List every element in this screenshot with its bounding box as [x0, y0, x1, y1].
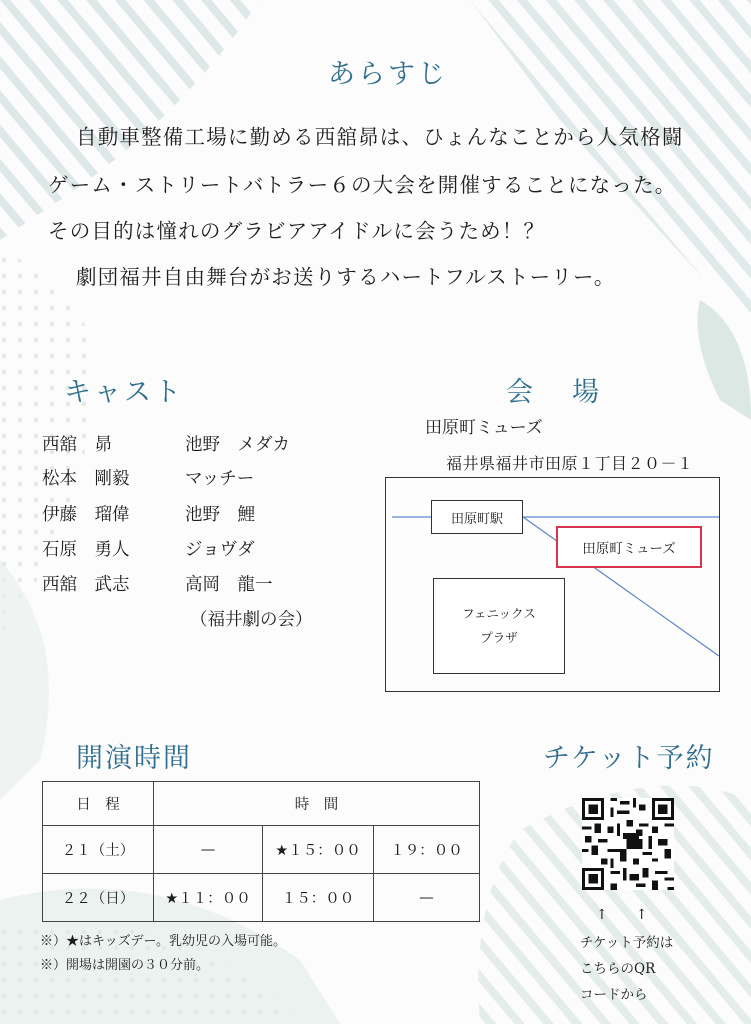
cast-role: ジョヴダ — [185, 540, 255, 560]
table-cell-time: １９：００ — [374, 826, 480, 874]
cast-actor: 西舘 武志 — [42, 575, 130, 595]
cast-actor: 石原 勇人 — [42, 540, 130, 560]
synopsis-line: ゲーム・ストリートバトラー６の大会を開催することになった。 — [48, 173, 677, 197]
ticket-instruction-line: チケット予約は — [580, 935, 674, 951]
ticket-instruction-line: コードから — [580, 987, 648, 1003]
qr-code-icon[interactable] — [582, 798, 674, 890]
synopsis-line: 劇団福井自由舞台がお送りするハートフルストーリー。 — [76, 265, 616, 289]
venue-heading: 会 場 — [506, 377, 605, 408]
cast-role: 高岡 龍一 — [185, 575, 273, 595]
map-plaza-line: プラザ — [480, 630, 518, 645]
table-cell-time: １５：００ — [263, 874, 374, 922]
table-header-date: 日 程 — [43, 782, 154, 826]
cast-actor: 伊藤 瑠偉 — [42, 505, 130, 525]
map-station: 田原町駅 — [431, 500, 523, 534]
cast-role: 池野 鯉 — [185, 505, 255, 525]
table-cell-time: ★１５：００ — [263, 826, 374, 874]
table-header-row — [43, 782, 480, 826]
synopsis-heading: あらすじ — [328, 59, 448, 90]
cast-role: 池野 メダカ — [185, 435, 290, 455]
schedule-note: ※）★はキッズデー。乳幼児の入場可能。 — [40, 934, 286, 949]
table-cell-date: ２１（土） — [43, 826, 154, 874]
qr-arrows: ↑ ↑ — [596, 907, 648, 923]
table-cell-date: ２２（日） — [43, 874, 154, 922]
table-cell-time: — — [374, 874, 480, 922]
schedule-table — [42, 781, 480, 922]
ticket-instructions — [580, 930, 673, 1008]
table-cell-time: ★１１：００ — [154, 874, 263, 922]
ticket-instruction-line: こちらのQR — [580, 961, 656, 977]
cast-role: マッチー — [185, 469, 255, 489]
cast-actor: 松本 剛毅 — [42, 469, 130, 489]
cast-heading: キャスト — [64, 377, 184, 408]
table-header-time: 時 間 — [154, 782, 480, 826]
ticket-heading: チケット予約 — [543, 743, 715, 774]
table-cell-time: — — [154, 826, 263, 874]
venue-map — [385, 477, 720, 692]
venue-address: 福井県福井市田原１丁目２０－１ — [446, 454, 694, 473]
cast-actor: 西舘 昴 — [42, 435, 112, 455]
synopsis-line: その目的は憧れのグラビアアイドルに会うため！？ — [48, 219, 546, 243]
table-row — [43, 826, 480, 874]
table-row — [43, 874, 480, 922]
schedule-note: ※）開場は開園の３０分前。 — [40, 958, 210, 973]
venue-name: 田原町ミューズ — [425, 418, 543, 438]
map-plaza-line: フェニックス — [462, 606, 536, 621]
cast-guest-note: （福井劇の会） — [190, 610, 313, 630]
schedule-heading: 開演時間 — [76, 743, 192, 774]
map-plaza — [433, 578, 565, 674]
synopsis-line: 自動車整備工場に勤める西舘昴は、ひょんなことから人気格闘 — [76, 125, 684, 149]
map-venue-marker: 田原町ミューズ — [556, 526, 702, 568]
